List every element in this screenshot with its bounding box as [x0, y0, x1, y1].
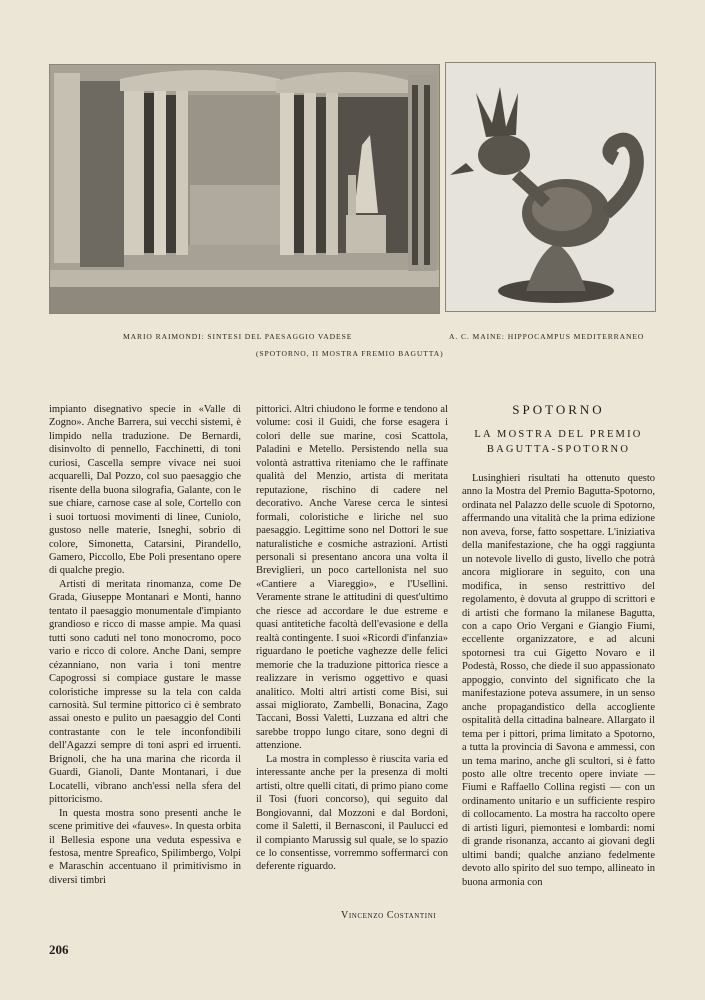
relief-illustration	[50, 65, 439, 313]
hippocampus-illustration	[446, 63, 655, 311]
photo-caption-right: A. C. MAINE: HIPPOCAMPUS MEDITERRANEO	[449, 332, 645, 341]
page-number: 206	[49, 942, 69, 957]
sculpture-relief-photo	[49, 64, 440, 314]
author-signature: Vincenzo Costantini	[341, 910, 437, 921]
text-column-1	[49, 403, 241, 887]
paragraph: impianto disegnativo specie in «Valle di Zogno». Anche Barrera, sui vecchi sistemi, è limpido nella traduzione. De Bernardi, disinvolto di pennello, Facchinetti, di toni curiosi, Cascella sempre vivace nei suoi acquarelli, Dal Pozzo, col suo paesaggio che risente della buona silografia, Galante, con le sue chiare, carnose case al sole, Cortello con i suoi tortuosi movimenti di linee, Cuniolo, gustoso nelle materie, Isneghi, sobrio di colore, Simonetta, Catarsini, Pirandello, Gamero, Piccollo, Ebe Poli presentano opere di qualche pregio.	[49, 404, 241, 577]
paragraph: pittorici. Altri chiudono le forme e tendono al volume: così il Guidi, che forse esagera i colori delle sue marine, così Scattola, Paladini e Metello. Persistendo nella sua volontà astrattiva riteniamo che le raffinate qualità del Menzio, artista di meritata reputazione, rischino di cadere nel decorativo. Anche Varese cerca le sintesi formali, coloristiche e liriche nel suo paesaggio. Legittime sono nel Dottori le sue naturalistiche e cosmiche astrazioni. Artisti personali si presentano ancora una volta il Breviglieri, un poco cartellonista nel suo «Cantiere a Viareggio», e l'Usellini. Veramente strane le attitudini di quest'ultimo che riesce ad accordare le due estreme e quasi antitetiche facoltà dell'evasione e della realtà contingente. I suoi «Ricordi d'infanzia» riguardano le poetiche vaghezze delle felici memorie che la traduzione pittorica riesce a realizzare in verismo oggettivo e quasi analitico. Molti altri artisti come Bisi, sui assai migliorato, Zambelli, Bonacina, Zago Taccani, Bossi Valetti, Luzzana ed altri che sarebbe troppo lungo citare, sono degni di attenzione.	[256, 404, 448, 752]
paragraph: Lusinghieri risultati ha ottenuto questo anno la Mostra del Premio Bagutta-Spotorno, ordinata nel Palazzo delle scuole di Spotorno, affermando una vitalità che la prima edizione non aveva, forse, fatto sospettare. L'iniziativa della manifestazione, che ha oggi raggiunta un notevole livello di gusto, livello che potrà ancora migliorare in seguito, con una modifica, in senso restrittivo del regolamento, è dovuta al gruppo di scrittori e di artisti che formano la milanese Bagutta, con a capo Orio Vergani e Giangio Fiumi, eccellente organizzatore, e ad alcuni spotornesi tra cui Gigetto Novaro e il Podestà, Rosso, che diede il suo appassionato appoggio, convinto del significato che la manifestazione poteva assumere, in un senso anche propagandistico della accogliente ospitalità della cittadina balneare. Allargato il tema per i pittori, prima limitato a Spotorno, a tutta la provincia di Savona e ammessi, con un tema marino, anche gli scultori, si è fatto posto alle oltre trecento opere inviate — Fiumi e Raffaello Collina registi — con un ordinamento unitario e un sufficiente respiro di collocamento. La mostra ha raccolto opere di artisti liguri, piemontesi e lombardi: nomi di grande risonanza, accanto ai giovani degli ultimi bandi; qualche anziano fedelmente devoto allo spirito del suo tempo, allineato in buona armonia con	[462, 473, 655, 888]
paragraph: In questa mostra sono presenti anche le scene primitive dei «fauves». In questa orbita il Bellesia espone una veduta espessiva e festosa, mentre Spreafico, Spilimbergo, Volpi e Maraschin accentuano il primitivismo in diversi timbri	[49, 807, 241, 886]
paragraph: La mostra in complesso è riuscita varia ed interessante anche per la presenza di molti artisti, oltre quelli citati, di primo piano come il Tosi (fuori concorso), qui seguito dal Bongiovanni, dal Mozzoni e dal Bordoni, come il Saletti, il Bernasconi, il Paulucci ed il compianto Marussig sul quale, se lo spazio ce lo consentisse, vorremmo soffermarci con deferente riguardo.	[256, 753, 448, 873]
photo-caption-subline: (SPOTORNO, II MOSTRA FREMIO BAGUTTA)	[256, 349, 444, 358]
paragraph: Artisti di meritata rinomanza, come De Grada, Giuseppe Montanari e Monti, hanno tentato il paesaggio monumentale d'impianto grandioso e ricco di masse ampie. Ma quasi tutti sono caduti nel tono monocromo, poco vario e ricco di colore. Anche Dani, sempre cézanniano, non varia i toni mentre Capogrossi si compiace gustare le masse coloristiche impresse su la tela con calda carnosità. Sul termine pittorico ci è sembrato assai onesto e pulito un paesaggio del Conti contrastante con le tele inconfondibili dell'Agazzi sempre di toni aspri ed irruenti. Brignoli, che ha una marina che ricorda il Guardi, Gianoli, Dante Montanari, i due Locatelli, vibrano anch'essi nella sfera del pittoricismo.	[49, 578, 241, 806]
section-title: SPOTORNO	[512, 402, 605, 417]
hippocampus-sculpture-photo	[445, 62, 656, 312]
text-column-3	[462, 472, 655, 889]
section-subtitle: BAGUTTA-SPOTORNO	[486, 444, 631, 455]
section-subtitle: LA MOSTRA DEL PREMIO	[474, 429, 643, 440]
text-column-2	[256, 403, 448, 874]
photo-caption-left: MARIO RAIMONDI: SINTESI DEL PAESAGGIO VADESE	[123, 332, 353, 341]
